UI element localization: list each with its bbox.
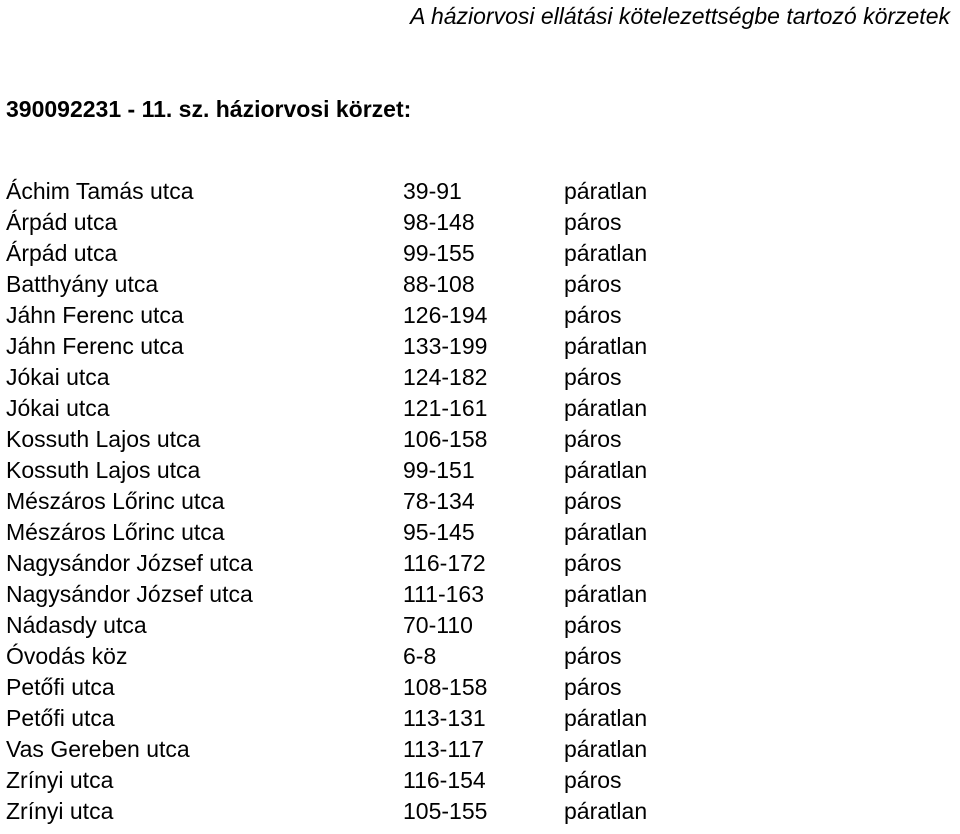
street-name: Áchim Tamás utca <box>6 178 194 204</box>
parity-label: páratlan <box>564 705 648 731</box>
parity-label: páratlan <box>564 519 648 545</box>
street-name: Jáhn Ferenc utca <box>6 333 184 359</box>
house-number-range: 113-131 <box>403 705 486 731</box>
street-name: Zrínyi utca <box>6 767 114 793</box>
street-row <box>6 331 726 362</box>
district-title: 390092231 - 11. sz. háziorvosi körzet: <box>6 96 412 122</box>
house-number-range: 70-110 <box>403 612 473 638</box>
house-number-range: 6-8 <box>403 643 437 669</box>
street-row <box>6 300 726 331</box>
parity-label: páratlan <box>564 178 648 204</box>
parity-label: páratlan <box>564 240 648 266</box>
parity-label: páros <box>564 643 622 669</box>
street-name: Jókai utca <box>6 364 110 390</box>
street-row <box>6 517 726 548</box>
parity-label: páros <box>564 302 622 328</box>
street-name: Jókai utca <box>6 395 110 421</box>
street-row <box>6 548 726 579</box>
street-name: Óvodás köz <box>6 643 128 669</box>
street-row <box>6 393 726 424</box>
street-name: Nádasdy utca <box>6 612 147 638</box>
street-row <box>6 455 726 486</box>
street-name: Kossuth Lajos utca <box>6 426 201 452</box>
parity-label: páros <box>564 271 622 297</box>
street-row <box>6 362 726 393</box>
street-row <box>6 672 726 703</box>
house-number-range: 98-148 <box>403 209 475 235</box>
street-name: Petőfi utca <box>6 674 115 700</box>
parity-label: páros <box>564 426 622 452</box>
parity-label: páros <box>564 209 622 235</box>
street-name: Mészáros Lőrinc utca <box>6 488 225 514</box>
street-row <box>6 579 726 610</box>
parity-label: páratlan <box>564 736 648 762</box>
parity-label: páratlan <box>564 395 648 421</box>
parity-label: páros <box>564 767 622 793</box>
parity-label: páros <box>564 488 622 514</box>
street-name: Batthyány utca <box>6 271 159 297</box>
street-name: Árpád utca <box>6 240 118 266</box>
street-row <box>6 424 726 455</box>
house-number-range: 88-108 <box>403 271 475 297</box>
street-row <box>6 269 726 300</box>
street-row <box>6 641 726 672</box>
house-number-range: 111-163 <box>403 581 484 607</box>
parity-label: páratlan <box>564 798 648 824</box>
street-row <box>6 238 726 269</box>
house-number-range: 116-172 <box>403 550 486 576</box>
street-row <box>6 176 726 207</box>
street-row <box>6 796 726 827</box>
house-number-range: 78-134 <box>403 488 475 514</box>
parity-label: páros <box>564 364 622 390</box>
street-name: Petőfi utca <box>6 705 115 731</box>
house-number-range: 113-117 <box>403 736 484 762</box>
parity-label: páratlan <box>564 333 648 359</box>
parity-label: páratlan <box>564 457 648 483</box>
parity-label: páros <box>564 550 622 576</box>
street-row <box>6 734 726 765</box>
house-number-range: 126-194 <box>403 302 488 328</box>
house-number-range: 124-182 <box>403 364 488 390</box>
house-number-range: 99-155 <box>403 240 475 266</box>
house-number-range: 99-151 <box>403 457 475 483</box>
parity-label: páratlan <box>564 581 648 607</box>
house-number-range: 105-155 <box>403 798 488 824</box>
house-number-range: 39-91 <box>403 178 462 204</box>
house-number-range: 121-161 <box>403 395 488 421</box>
house-number-range: 95-145 <box>403 519 475 545</box>
parity-label: páros <box>564 674 622 700</box>
house-number-range: 108-158 <box>403 674 488 700</box>
house-number-range: 133-199 <box>403 333 488 359</box>
street-name: Nagysándor József utca <box>6 581 253 607</box>
street-name: Jáhn Ferenc utca <box>6 302 184 328</box>
street-name: Árpád utca <box>6 209 118 235</box>
street-row <box>6 486 726 517</box>
street-name: Kossuth Lajos utca <box>6 457 201 483</box>
parity-label: páros <box>564 612 622 638</box>
house-number-range: 116-154 <box>403 767 486 793</box>
street-name: Vas Gereben utca <box>6 736 190 762</box>
street-name: Zrínyi utca <box>6 798 114 824</box>
street-row <box>6 610 726 641</box>
street-name: Mészáros Lőrinc utca <box>6 519 225 545</box>
house-number-range: 106-158 <box>403 426 488 452</box>
street-list <box>6 176 726 827</box>
street-row <box>6 703 726 734</box>
street-name: Nagysándor József utca <box>6 550 253 576</box>
document-header: A háziorvosi ellátási kötelezettségbe tartozó körzetek <box>410 3 950 29</box>
street-row <box>6 207 726 238</box>
street-row <box>6 765 726 796</box>
